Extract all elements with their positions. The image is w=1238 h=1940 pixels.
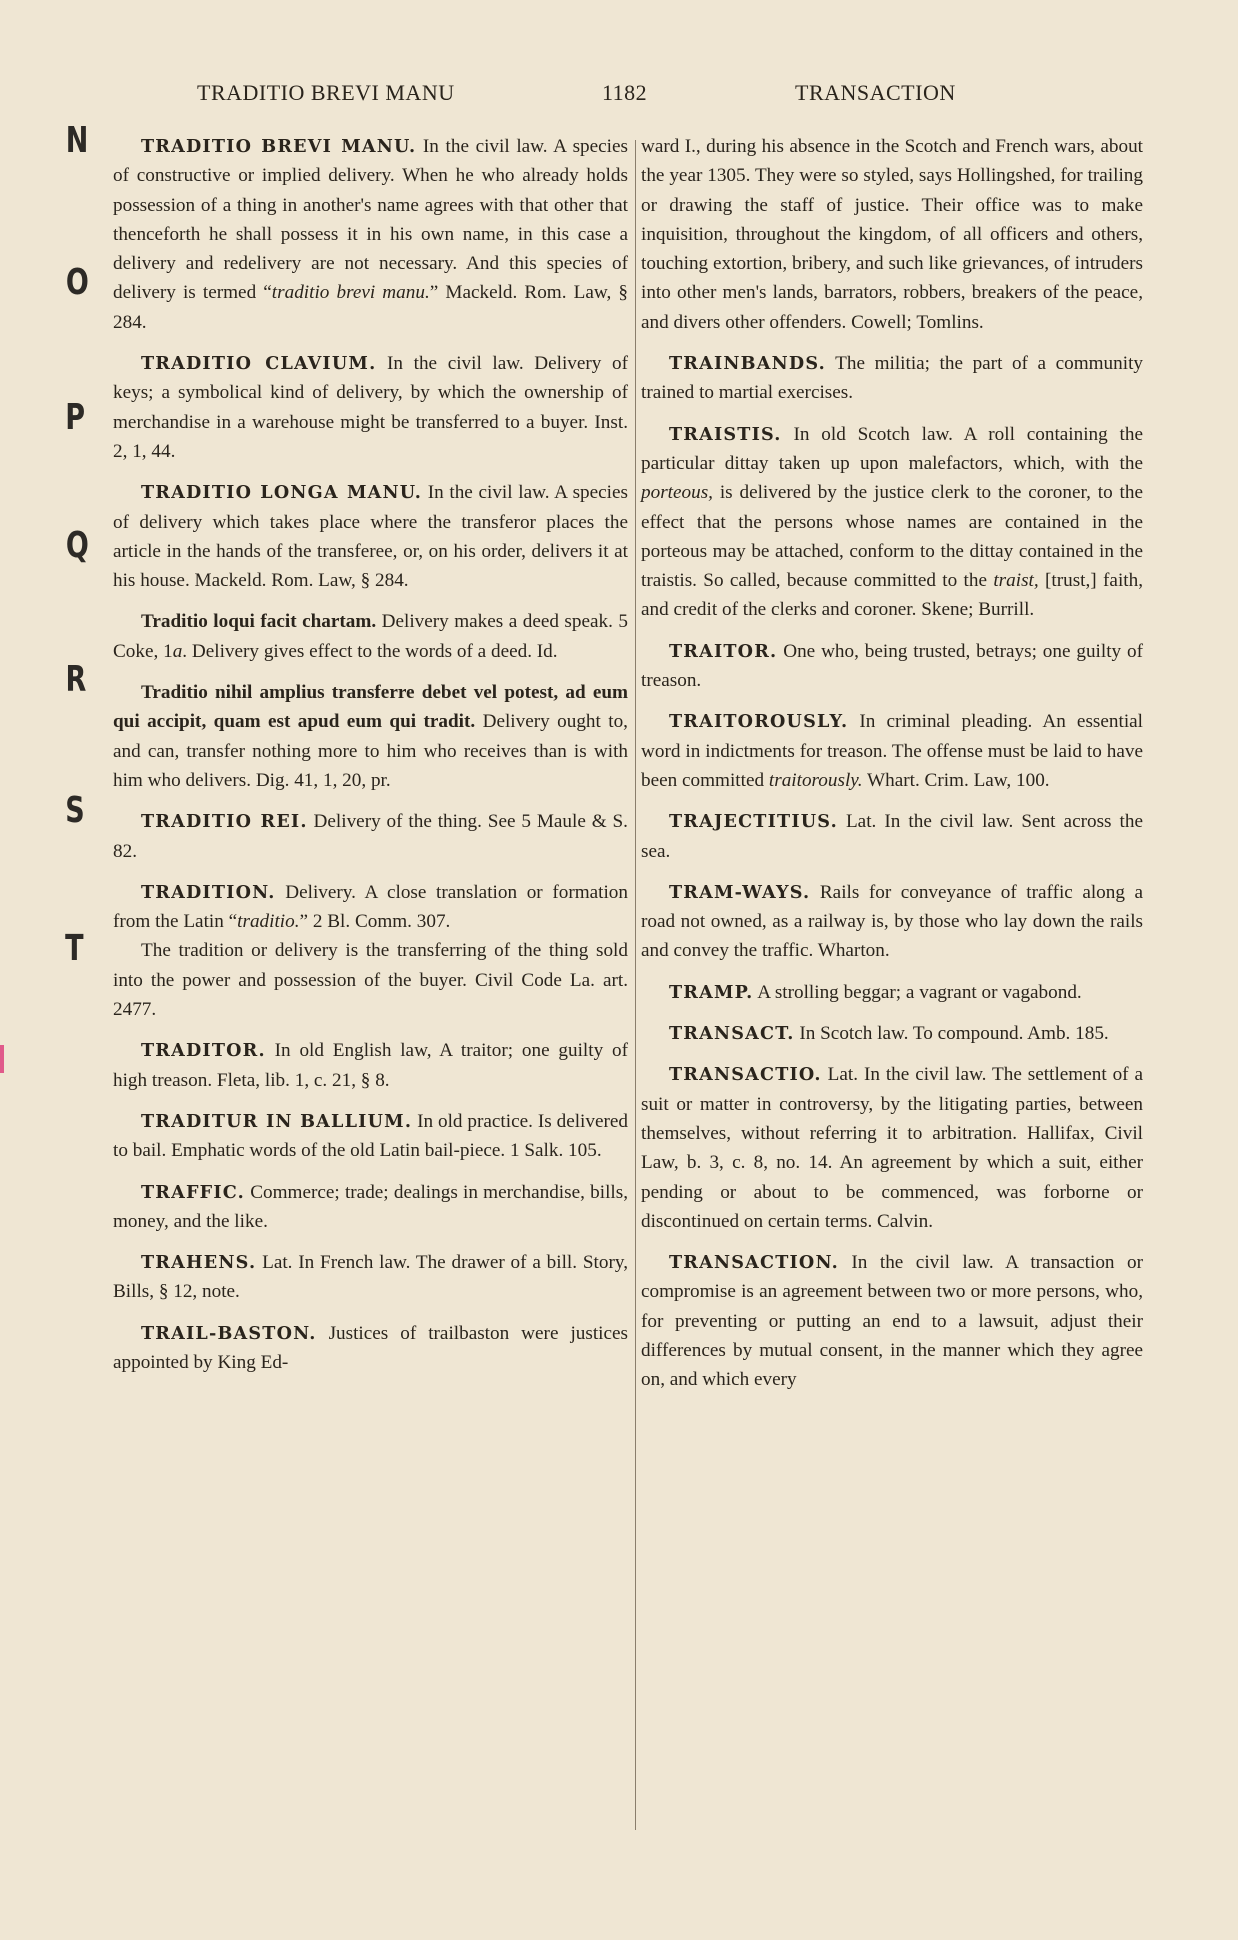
thumb-index-letter[interactable]: P [65, 397, 86, 438]
entry [641, 349, 1143, 408]
headword: TRAIL-BASTON. [141, 1322, 317, 1344]
definition: In criminal pleading. An essential word in indictments for treason. The offense must be laid to have been committed [641, 711, 1143, 791]
headword: TRADITUR IN BALLIUM. [141, 1110, 413, 1132]
definition: Delivery makes a deed speak. 5 Coke, 1 [113, 611, 628, 662]
left-column [113, 132, 628, 1389]
maxim-entry [113, 607, 628, 666]
entry [113, 132, 628, 337]
thumb-index-letter[interactable]: Q [65, 525, 89, 566]
running-head [0, 80, 1238, 110]
headword: TRADITIO REI. [141, 811, 308, 833]
definition: Justices of trailbaston were justices appointed by King Ed- [113, 1322, 628, 1373]
entry [641, 420, 1143, 625]
citation: [trust,] faith, and credit of the clerks and coroner. Skene; Burrill. [641, 570, 1143, 621]
headword: TRADITION. [141, 881, 276, 903]
headword: TRANSACT. [669, 1023, 795, 1045]
thumb-index-letter[interactable]: O [65, 262, 89, 303]
italic-term: traditio brevi manu. [271, 282, 430, 304]
thumb-index-letter[interactable]: T [65, 928, 84, 969]
entry [113, 878, 628, 937]
definition: One who, being trusted, betrays; one guilty of treason. [641, 640, 1143, 692]
citation: Whart. Crim. Law, 100. [862, 769, 1050, 791]
entry [641, 707, 1143, 795]
headword: TRAITOR. [669, 640, 778, 662]
headword: TRADITOR. [141, 1040, 266, 1062]
definition: is delivered by the justice clerk to the coroner, to the effect that the persons whose names are contained in the porteous may be attached, conform to the dittay contained in the traistis. So called, because committed to the [641, 482, 1143, 592]
definition: In the civil law. A species of delivery which takes place where the transferor places the article in the hands of the transferee, or, on his order, delivers it at his house. Mackeld. Rom. Law, § 284. [113, 482, 629, 592]
entry [641, 807, 1143, 866]
entry [113, 349, 628, 466]
headword: TRAM-WAYS. [669, 881, 811, 903]
definition: Delivery ought to, and can, transfer nothing more to him who receives than is with him who delivers. Dig. 41, 1, 20, pr. [113, 711, 628, 791]
italic-term: traitorously. [768, 769, 863, 791]
italic-term: traist, [993, 570, 1039, 592]
headword: TRADITIO LONGA MANU. [141, 482, 423, 504]
headword: TRADITIO BREVI MANU. [141, 136, 417, 157]
definition: Lat. In the civil law. Sent across the sea. [641, 811, 1143, 862]
headword: TRANSACTIO. [669, 1064, 822, 1086]
italic-term: porteous, [641, 482, 713, 504]
definition: Rails for conveyance of traffic along a road not owned, as a railway is, by those who lay down the rails and convey the traffic. Wharton. [641, 881, 1143, 962]
definition: Lat. In the civil law. The settlement of a suit or matter in controversy, by the litigating parties, between themselves, without referring it to arbitration. Hallifax, Civil Law, b. 3, c. 8, no. 14. An agreement by which a suit, either pending or about to be commenced, was forborne or discontinued on certain terms. Calvin. [641, 1064, 1143, 1232]
entry [641, 637, 1143, 696]
citation: ” Mackeld. Rom. Law, § 284. [113, 282, 629, 333]
headword: TRAINBANDS. [669, 353, 826, 375]
headword: TRAMP. [669, 981, 754, 1003]
headword: TRAJECTITIUS. [669, 811, 838, 833]
column-divider [635, 140, 636, 1830]
definition: A strolling beggar; a vagrant or vagabond. [753, 981, 1082, 1003]
entry [113, 1248, 628, 1307]
definition: The militia; the part of a community trained to martial exercises. [641, 353, 1143, 404]
entry [113, 1319, 628, 1378]
entry [113, 1178, 628, 1237]
entry [113, 478, 628, 595]
headword: TRAFFIC. [141, 1181, 245, 1203]
maxim-entry [113, 678, 628, 795]
headword: TRAITOROUSLY. [669, 711, 849, 733]
citation: . Delivery gives effect to the words of a deed. Id. [182, 640, 558, 662]
running-head-left: TRADITIO BREVI MANU [197, 80, 455, 105]
definition: Delivery of the thing. See 5 Maule & S. 82. [113, 811, 628, 862]
thumb-index-letter[interactable]: N [65, 120, 89, 161]
definition: Commerce; trade; dealings in merchandise, bills, money, and the like. [113, 1181, 628, 1232]
definition: In old Scotch law. A roll containing the particular dittay taken up upon malefactors, which, with the [641, 423, 1143, 474]
margin-tab-mark [0, 1045, 4, 1073]
entry [641, 978, 1143, 1007]
running-head-right: TRANSACTION [795, 80, 956, 105]
definition: In the civil law. Delivery of keys; a symbolical kind of delivery, by which the ownership of merchandise in a warehouse might be transferred to a buyer. Inst. 2, 1, 44. [113, 353, 628, 462]
definition: Delivery. A close translation or formation from the Latin “ [113, 881, 628, 933]
entry [641, 1060, 1143, 1236]
entry [641, 1248, 1143, 1394]
definition: In old practice. Is delivered to bail. Emphatic words of the old Latin bail-piece. 1 Salk. 105. [113, 1110, 629, 1162]
definition: In the civil law. A transaction or compromise is an agreement between two or more persons, who, for preventing or putting an end to a lawsuit, adjust their differences by mutual consent, in the manner which they agree on, and which every [641, 1252, 1143, 1391]
right-column [641, 132, 1143, 1407]
maxim: Traditio nihil amplius transferre debet vel potest, ad eum qui accipit, quam est apud eum qui tradit. [113, 682, 628, 733]
headword: TRANSACTION. [669, 1252, 839, 1274]
maxim: Traditio loqui facit chartam. [141, 611, 377, 633]
headword: TRADITIO CLAVIUM. [141, 353, 377, 375]
italic-term: a [172, 640, 183, 662]
thumb-index-letter[interactable]: S [65, 790, 85, 831]
definition: In Scotch law. To compound. Amb. 185. [794, 1023, 1109, 1045]
definition: In old English law, A traitor; one guilty of high treason. Fleta, lib. 1, c. 21, § 8. [113, 1040, 628, 1091]
page-number: 1182 [602, 80, 648, 105]
sub-paragraph: The tradition or delivery is the transferring of the thing sold into the power and possession of the buyer. Civil Code La. art. 2477. [113, 940, 628, 1021]
entry [641, 1019, 1143, 1048]
italic-term: traditio. [237, 911, 300, 933]
entry [113, 1036, 628, 1095]
entry [641, 878, 1143, 966]
headword: TRAHENS. [141, 1252, 257, 1274]
headword: TRAISTIS. [669, 423, 782, 445]
citation: ” 2 Bl. Comm. 307. [299, 911, 451, 933]
definition: In the civil law. A species of constructive or implied delivery. When he who already holds possession of a thing in another's name agrees with that other that thenceforth he shall possess it in his own name, in this case a delivery and redelivery are not necessary. And this species of delivery is termed “ [113, 136, 628, 304]
entry [113, 807, 628, 866]
thumb-index-letter[interactable]: R [65, 659, 87, 700]
entry-continuation: ward I., during his absence in the Scotch and French wars, about the year 1305. They were so styled, says Hollingshed, for trailing or drawing the staff of justice. Their office was to make inquisition, throughout the kingdom, of all officers and others, touching extortion, bribery, and such like grievances, of intruders into other men's lands, barrators, robbers, breakers of the peace, and divers other offenders. Cowell; Tomlins. [641, 136, 1143, 333]
entry [113, 1107, 628, 1166]
definition: Lat. In French law. The drawer of a bill. Story, Bills, § 12, note. [113, 1252, 628, 1303]
